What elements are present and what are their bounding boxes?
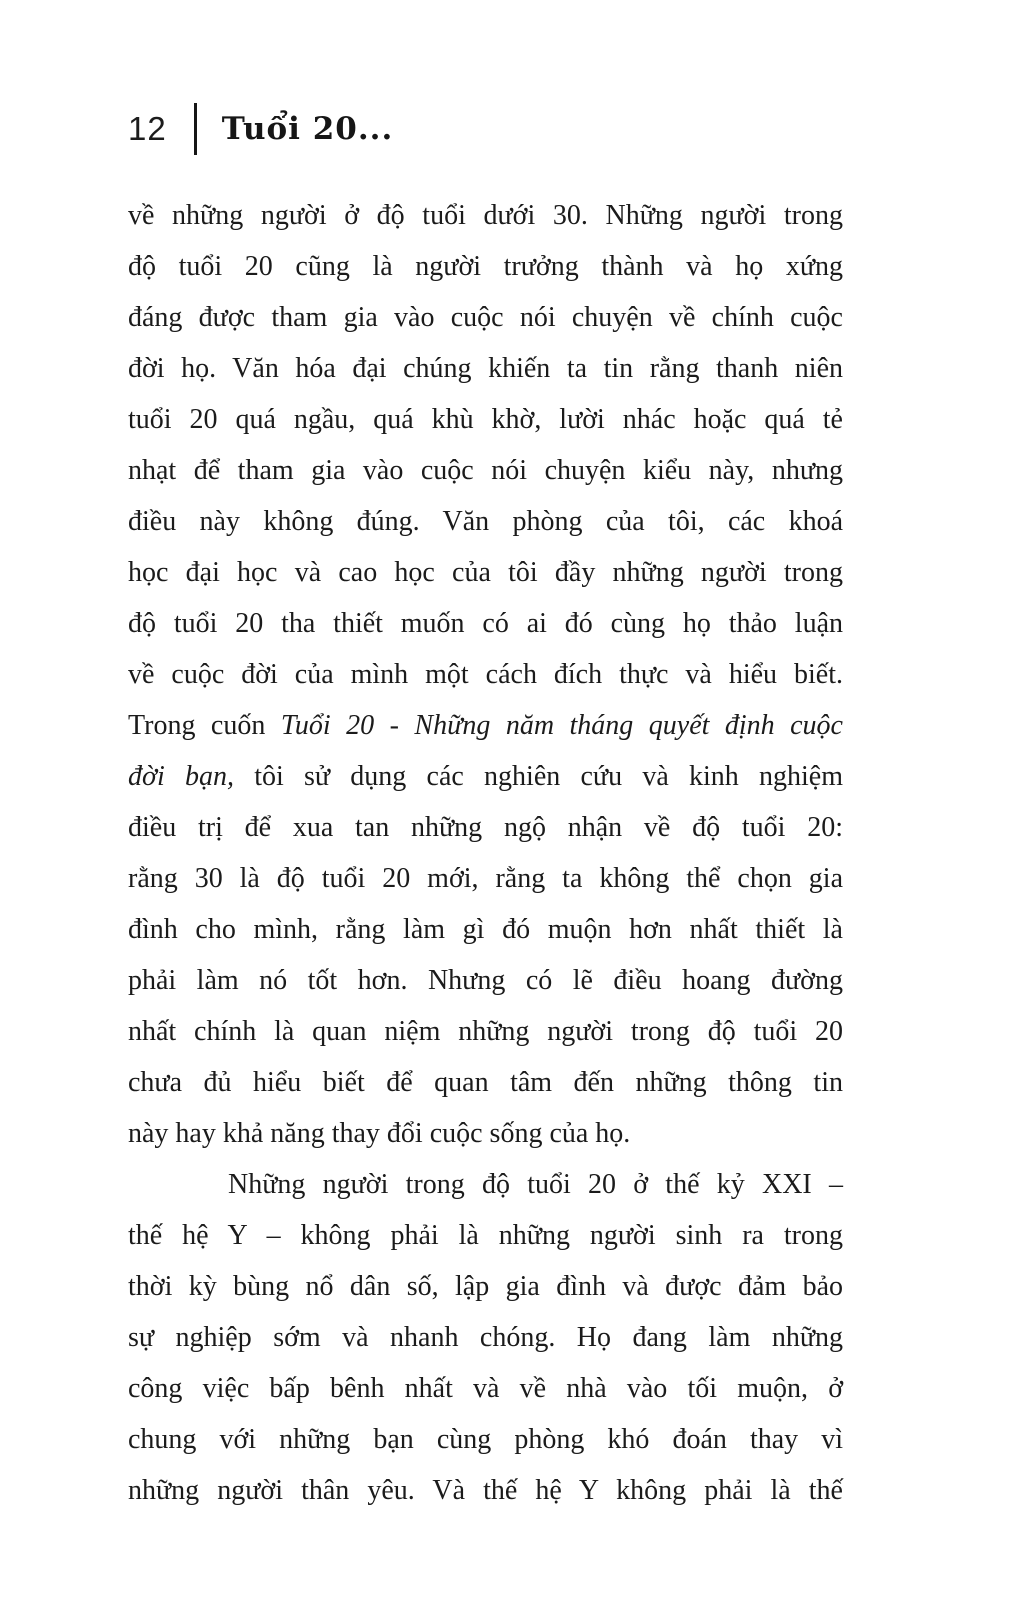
text-segment: công việc bấp bênh nhất và về nhà vào tối muộn, ở <box>128 1373 843 1404</box>
page-number: 12 <box>128 110 167 147</box>
book-title-italic: đời bạn, <box>128 761 234 792</box>
text-line <box>128 241 843 292</box>
text-line <box>128 190 843 241</box>
text-line <box>128 1108 843 1159</box>
text-line <box>128 802 843 853</box>
text-segment: sự nghiệp sớm và nhanh chóng. Họ đang làm những <box>128 1322 843 1353</box>
text-segment: đáng được tham gia vào cuộc nói chuyện về chính cuộc <box>128 302 843 333</box>
text-segment: đình cho mình, rằng làm gì đó muộn hơn nhất thiết là <box>128 914 843 945</box>
text-segment: độ tuổi 20 tha thiết muốn có ai đó cùng họ thảo luận <box>128 608 843 639</box>
text-line <box>128 904 843 955</box>
text-segment: tuổi 20 quá ngầu, quá khù khờ, lười nhác hoặc quá tẻ <box>128 404 843 435</box>
text-segment: thế hệ Y – không phải là những người sinh ra trong <box>128 1220 843 1251</box>
text-block <box>128 190 843 1516</box>
text-segment: phải làm nó tốt hơn. Nhưng có lẽ điều hoang đường <box>128 965 843 996</box>
header-divider-bar <box>194 103 197 155</box>
text-segment: tôi sử dụng các nghiên cứu và kinh nghiệm <box>233 761 843 792</box>
text-line <box>128 1159 843 1210</box>
text-segment: về những người ở độ tuổi dưới 30. Những người trong <box>128 200 843 231</box>
text-line <box>128 700 843 751</box>
text-segment: độ tuổi 20 cũng là người trưởng thành và họ xứng <box>128 251 843 282</box>
text-line <box>128 1057 843 1108</box>
text-line <box>128 751 843 802</box>
text-segment: Trong cuốn <box>128 710 281 741</box>
text-line <box>128 445 843 496</box>
page-header <box>128 100 393 158</box>
text-segment: những người thân yêu. Và thế hệ Y không phải là thế <box>128 1475 843 1506</box>
text-line <box>128 955 843 1006</box>
text-segment: điều này không đúng. Văn phòng của tôi, các khoá <box>128 506 843 537</box>
text-line <box>128 343 843 394</box>
text-line <box>128 1465 843 1516</box>
text-segment: chưa đủ hiểu biết để quan tâm đến những thông tin <box>128 1067 843 1098</box>
book-title-italic: Tuổi 20 - Những năm tháng quyết định cuộc <box>280 710 843 741</box>
text-line <box>128 1312 843 1363</box>
text-line <box>128 394 843 445</box>
text-line <box>128 1261 843 1312</box>
text-segment: thời kỳ bùng nổ dân số, lập gia đình và được đảm bảo <box>128 1271 843 1302</box>
text-line <box>128 649 843 700</box>
text-line <box>128 292 843 343</box>
text-segment: nhạt để tham gia vào cuộc nói chuyện kiểu này, nhưng <box>128 455 843 486</box>
text-segment: rằng 30 là độ tuổi 20 mới, rằng ta không thể chọn gia <box>128 863 843 894</box>
text-segment: nhất chính là quan niệm những người trong độ tuổi 20 <box>128 1016 843 1047</box>
running-title: Tuổi 20... <box>221 111 394 147</box>
text-line <box>128 1006 843 1057</box>
text-line <box>128 1363 843 1414</box>
text-line <box>128 1210 843 1261</box>
text-segment: học đại học và cao học của tôi đầy những người trong <box>128 557 843 588</box>
text-segment: đời họ. Văn hóa đại chúng khiến ta tin rằng thanh niên <box>128 353 843 384</box>
text-segment: chung với những bạn cùng phòng khó đoán thay vì <box>128 1424 843 1455</box>
text-segment: về cuộc đời của mình một cách đích thực và hiểu biết. <box>128 659 843 690</box>
text-segment: điều trị để xua tan những ngộ nhận về độ tuổi 20: <box>128 812 843 843</box>
text-line <box>128 547 843 598</box>
text-segment: này hay khả năng thay đổi cuộc sống của họ. <box>128 1118 631 1149</box>
text-line <box>128 853 843 904</box>
text-segment: Những người trong độ tuổi 20 ở thế kỷ XXI – <box>228 1169 843 1200</box>
text-line <box>128 1414 843 1465</box>
text-line <box>128 598 843 649</box>
text-line <box>128 496 843 547</box>
